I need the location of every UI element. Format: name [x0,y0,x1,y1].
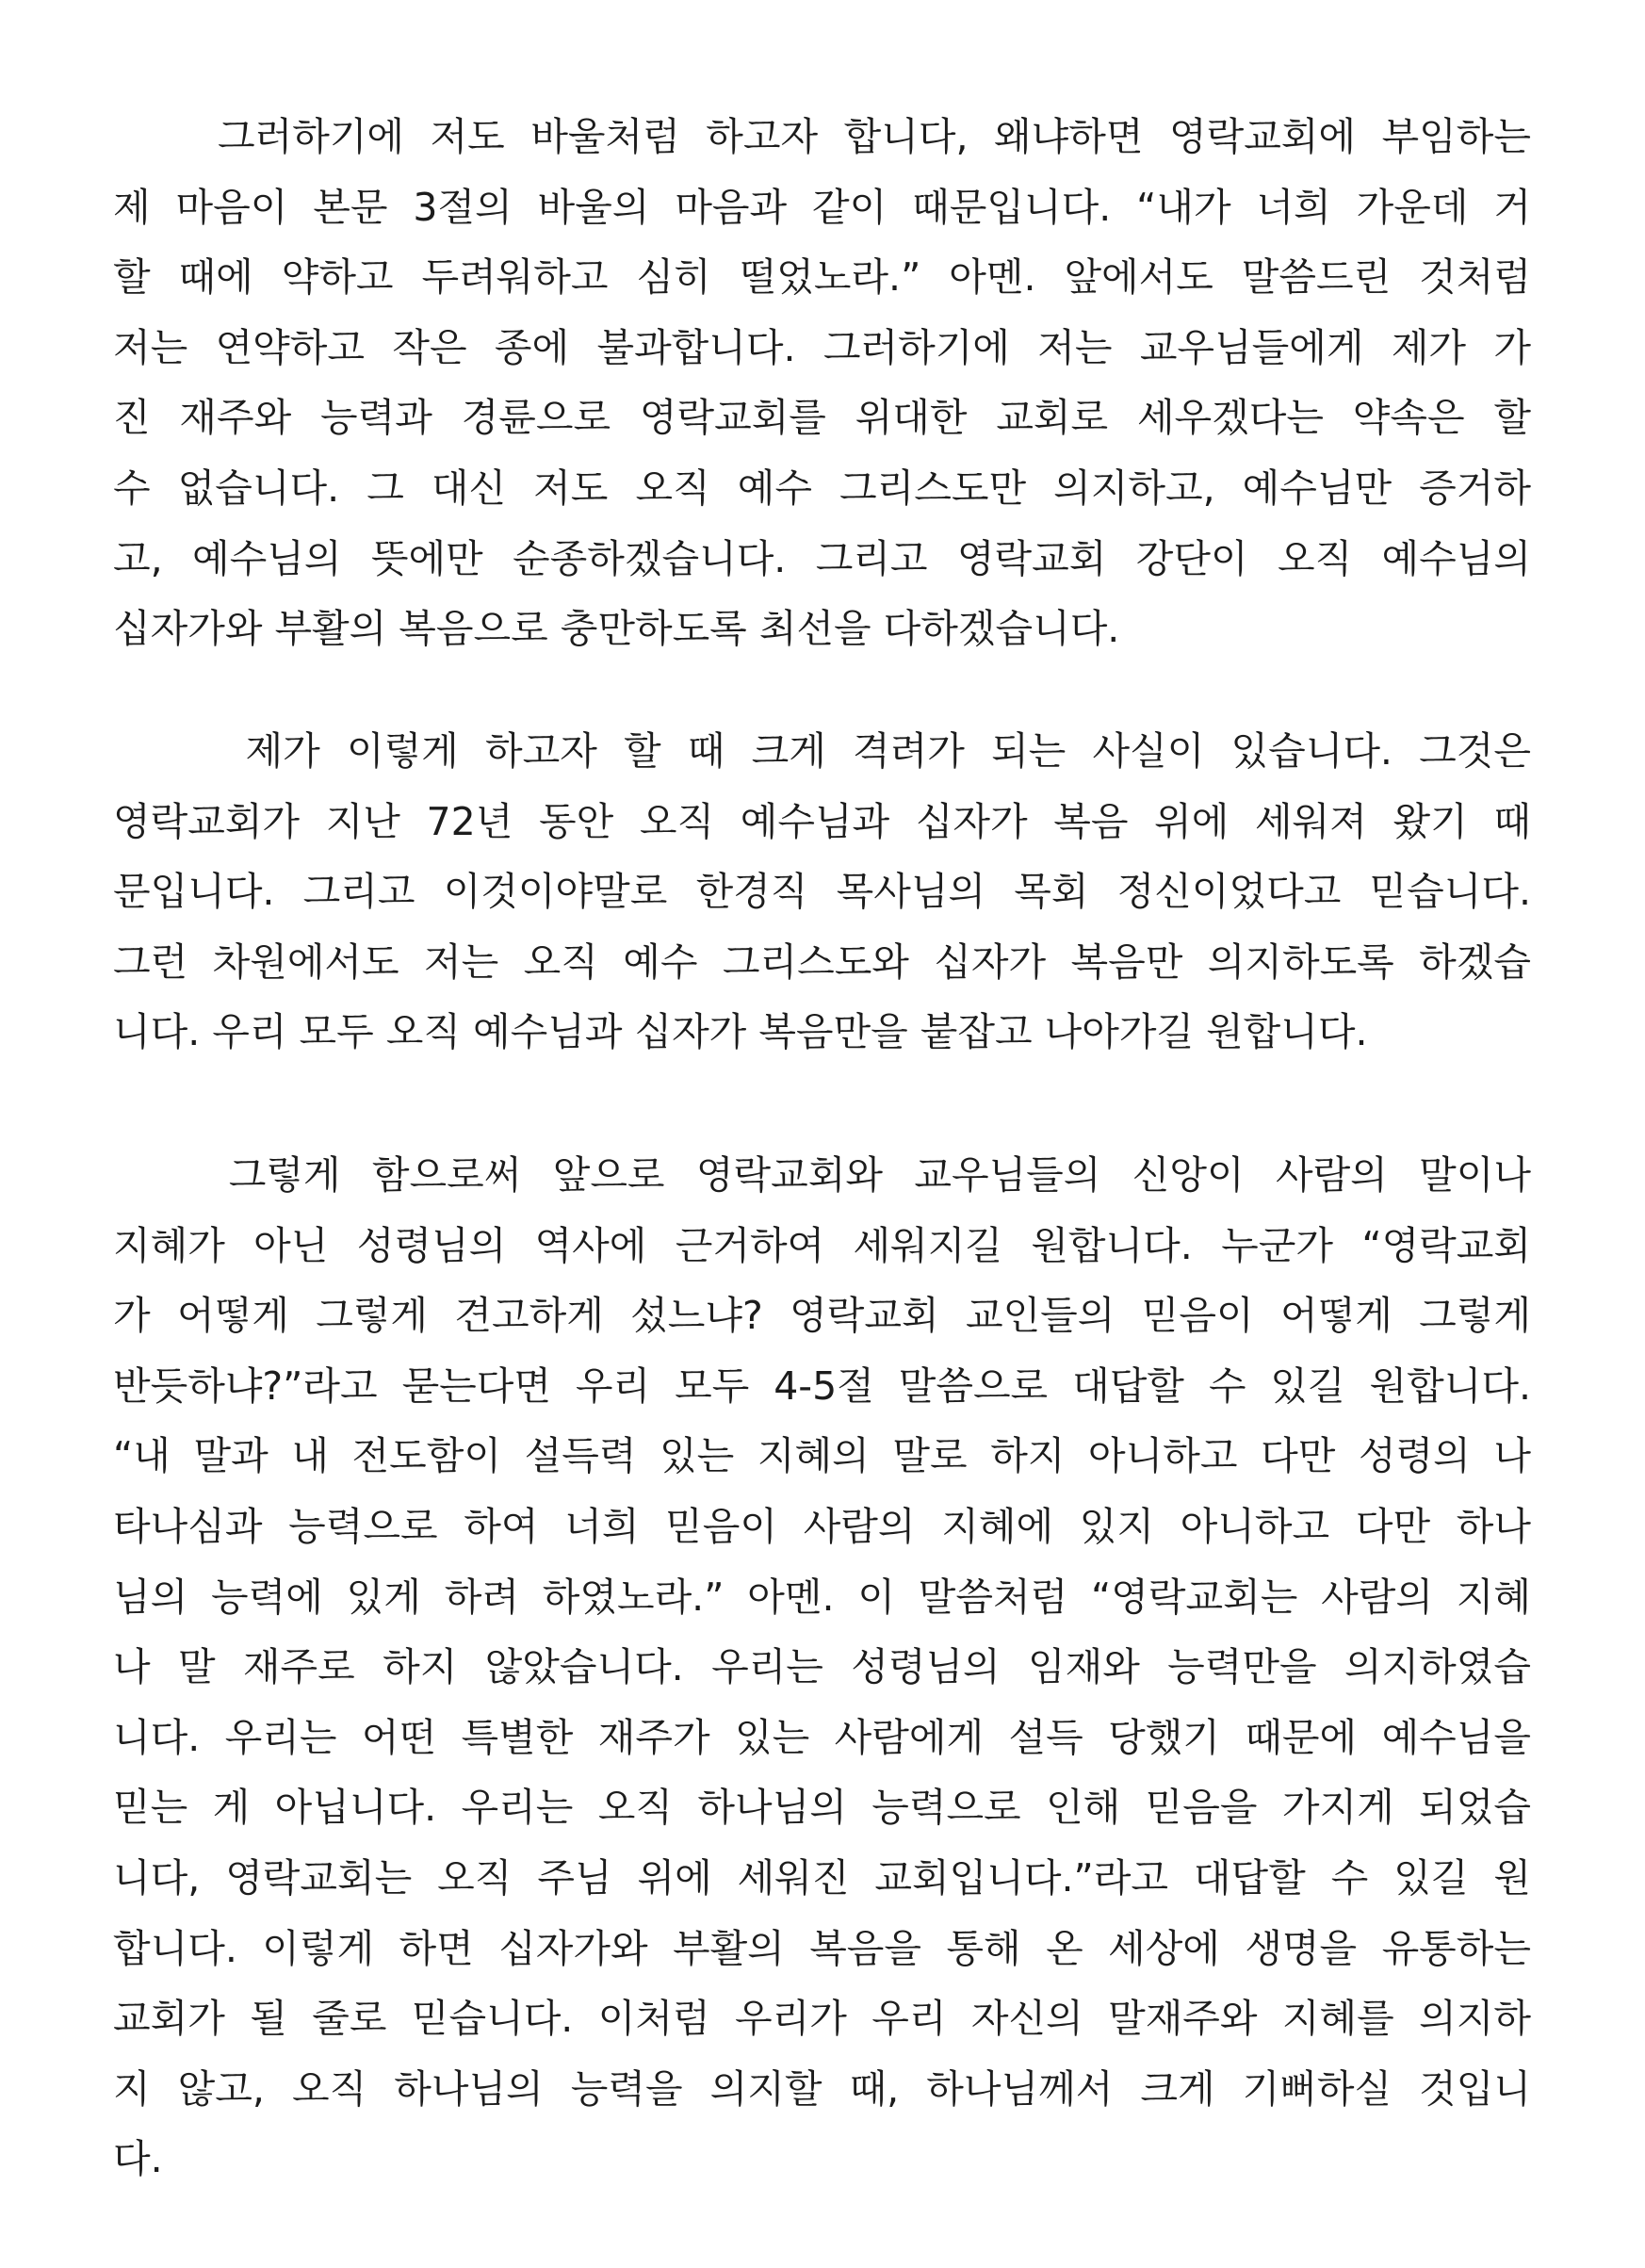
text-line: 합니다. 이렇게 하면 십자가와 부활의 복음을 통해 온 세상에 생명을 유통하는 [113,1925,1531,1971]
text-line: 타나심과 능력으로 하여 너희 믿음이 사람의 지혜에 있지 아니하고 다만 하나 [113,1503,1531,1549]
text-line: 니다. 우리 모두 오직 예수님과 십자가 복음만을 붙잡고 나아가길 원합니다. [113,1009,1368,1055]
text-line: 할 때에 약하고 두려워하고 심히 떨었노라.” 아멘. 앞에서도 말씀드린 것처럼 [113,254,1531,301]
text-line: 문입니다. 그리고 이것이야말로 한경직 목사님의 목회 정신이었다고 믿습니다. [113,869,1531,915]
text-line: “내 말과 내 전도함이 설득력 있는 지혜의 말로 하지 아니하고 다만 성령의 나 [113,1433,1531,1479]
text-line: 니다, 영락교회는 오직 주님 위에 세워진 교회입니다.”라고 대답할 수 있길 원 [113,1854,1531,1901]
text-line: 지혜가 아닌 성령님의 역사에 근거하여 세워지길 원합니다. 누군가 “영락교회 [113,1222,1531,1268]
text-line: 니다. 우리는 어떤 특별한 재주가 있는 사람에게 설득 당했기 때문에 예수님을 [113,1714,1531,1760]
text-line: 고, 예수님의 뜻에만 순종하겠습니다. 그리고 영락교회 강단이 오직 예수님의 [113,535,1531,581]
text-line: 교회가 될 줄로 믿습니다. 이처럼 우리가 우리 자신의 말재주와 지혜를 의지하 [113,1996,1531,2042]
text-line: 반듯하냐?”라고 묻는다면 우리 모두 4-5절 말씀으로 대답할 수 있길 원합니다. [113,1362,1531,1409]
text-line: 십자가와 부활의 복음으로 충만하도록 최선을 다하겠습니다. [113,606,1120,652]
text-line: 나 말 재주로 하지 않았습니다. 우리는 성령님의 임재와 능력만을 의지하였습 [113,1644,1531,1690]
text-line: 수 없습니다. 그 대신 저도 오직 예수 그리스도만 의지하고, 예수님만 증거하 [113,465,1531,511]
text-line: 저는 연약하고 작은 종에 불과합니다. 그러하기에 저는 교우님들에게 제가 가 [113,324,1531,370]
text-line: 그렇게 함으로써 앞으로 영락교회와 교우님들의 신앙이 사람의 말이나 [113,1152,1531,1198]
paragraph-2 [113,716,1531,1068]
text-line: 진 재주와 능력과 경륜으로 영락교회를 위대한 교회로 세우겠다는 약속은 할 [113,395,1531,441]
text-line: 영락교회가 지난 72년 동안 오직 예수님과 십자가 복음 위에 세워져 왔기 때 [113,798,1531,844]
text-line: 제가 이렇게 하고자 할 때 크게 격려가 되는 사실이 있습니다. 그것은 [113,728,1531,774]
text-line: 다. [113,2136,163,2182]
text-line: 지 않고, 오직 하나님의 능력을 의지할 때, 하나님께서 크게 기뻐하실 것입니 [113,2065,1531,2112]
text-line: 님의 능력에 있게 하려 하였노라.” 아멘. 이 말씀처럼 “영락교회는 사람의 지혜 [113,1574,1531,1620]
paragraph-3 [113,1140,1531,2195]
text-line: 가 어떻게 그렇게 견고하게 섰느냐? 영락교회 교인들의 믿음이 어떻게 그렇게 [113,1293,1531,1339]
paragraph-1 [113,102,1531,664]
text-line: 그런 차원에서도 저는 오직 예수 그리스도와 십자가 복음만 의지하도록 하겠습 [113,938,1531,985]
text-line: 제 마음이 본문 3절의 바울의 마음과 같이 때문입니다. “내가 너희 가운데 거 [113,184,1531,230]
text-line: 믿는 게 아닙니다. 우리는 오직 하나님의 능력으로 인해 믿음을 가지게 되었습 [113,1785,1531,1831]
text-line: 그러하기에 저도 바울처럼 하고자 합니다, 왜냐하면 영락교회에 부임하는 [113,114,1531,159]
